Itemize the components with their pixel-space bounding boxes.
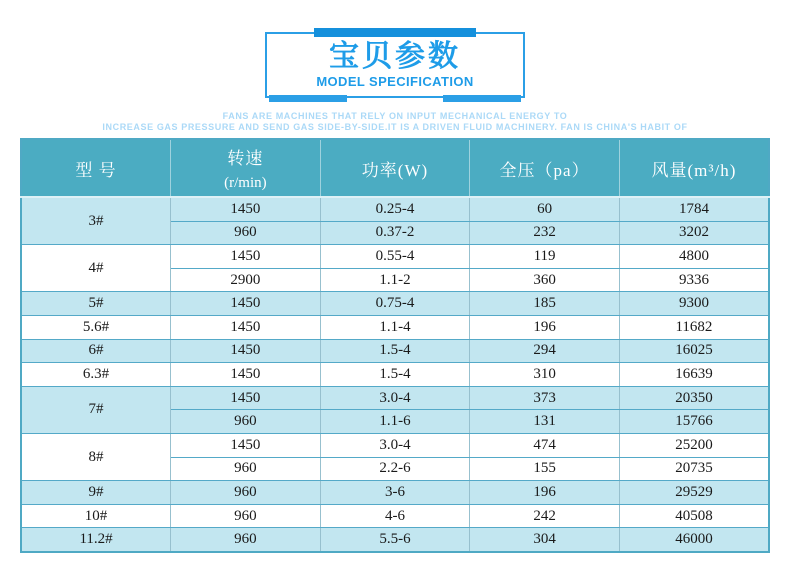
data-cell: 16639 xyxy=(619,363,769,387)
data-cell: 1.1-4 xyxy=(320,315,470,339)
data-cell: 9336 xyxy=(619,268,769,292)
data-cell: 196 xyxy=(470,315,620,339)
data-cell: 373 xyxy=(470,386,620,410)
data-cell: 232 xyxy=(470,221,620,245)
page-title: 宝贝参数 xyxy=(329,40,461,73)
data-cell: 1450 xyxy=(171,197,321,221)
data-cell: 960 xyxy=(171,528,321,552)
title-box-bottom-right-accent xyxy=(443,95,521,102)
data-cell: 11682 xyxy=(619,315,769,339)
slogan-line-1: FANS ARE MACHINES THAT RELY ON INPUT MECHANICAL ENERGY TO xyxy=(222,111,568,121)
data-cell: 1.5-4 xyxy=(320,363,470,387)
data-cell: 1450 xyxy=(171,363,321,387)
data-cell: 40508 xyxy=(619,504,769,528)
data-cell: 5.5-6 xyxy=(320,528,470,552)
table-row xyxy=(21,339,769,363)
data-cell: 1784 xyxy=(619,197,769,221)
data-cell: 2.2-6 xyxy=(320,457,470,481)
model-cell: 5# xyxy=(21,292,171,316)
data-cell: 0.55-4 xyxy=(320,245,470,269)
data-cell: 60 xyxy=(470,197,620,221)
data-cell: 155 xyxy=(470,457,620,481)
data-cell: 1450 xyxy=(171,386,321,410)
model-cell: 9# xyxy=(21,481,171,505)
title-box-top-accent xyxy=(314,28,476,37)
data-cell: 185 xyxy=(470,292,620,316)
header-airflow: 风量(m³/h) xyxy=(619,139,769,197)
title-box xyxy=(265,32,525,98)
table-row xyxy=(21,481,769,505)
table-row xyxy=(21,245,769,269)
data-cell: 960 xyxy=(171,504,321,528)
data-cell: 196 xyxy=(470,481,620,505)
data-cell: 960 xyxy=(171,481,321,505)
model-cell: 7# xyxy=(21,386,171,433)
table-row xyxy=(21,504,769,528)
slogan-line-2: INCREASE GAS PRESSURE AND SEND GAS SIDE-BY-SIDE.IT IS A DRIVEN FLUID MACHINERY. FAN IS CHINA'S HABIT OF xyxy=(102,122,688,132)
model-cell: 6.3# xyxy=(21,363,171,387)
table-row xyxy=(21,197,769,221)
header-power: 功率(W) xyxy=(320,139,470,197)
data-cell: 3.0-4 xyxy=(320,433,470,457)
title-box-bottom-left-accent xyxy=(269,95,347,102)
data-cell: 3202 xyxy=(619,221,769,245)
table-row xyxy=(21,386,769,410)
model-cell: 10# xyxy=(21,504,171,528)
data-cell: 960 xyxy=(171,221,321,245)
spec-table xyxy=(20,138,770,553)
data-cell: 119 xyxy=(470,245,620,269)
data-cell: 4800 xyxy=(619,245,769,269)
header-row xyxy=(21,139,769,197)
model-cell: 8# xyxy=(21,433,171,480)
data-cell: 1.1-2 xyxy=(320,268,470,292)
data-cell: 3-6 xyxy=(320,481,470,505)
data-cell: 1.1-6 xyxy=(320,410,470,434)
data-cell: 29529 xyxy=(619,481,769,505)
data-cell: 2900 xyxy=(171,268,321,292)
data-cell: 0.37-2 xyxy=(320,221,470,245)
model-cell: 5.6# xyxy=(21,315,171,339)
data-cell: 16025 xyxy=(619,339,769,363)
data-cell: 360 xyxy=(470,268,620,292)
data-cell: 3.0-4 xyxy=(320,386,470,410)
header-model: 型 号 xyxy=(21,139,171,197)
data-cell: 474 xyxy=(470,433,620,457)
data-cell: 294 xyxy=(470,339,620,363)
header-pressure: 全压（pa） xyxy=(470,139,620,197)
data-cell: 310 xyxy=(470,363,620,387)
data-cell: 960 xyxy=(171,410,321,434)
data-cell: 1450 xyxy=(171,292,321,316)
table-row xyxy=(21,528,769,552)
data-cell: 1450 xyxy=(171,339,321,363)
table-row xyxy=(21,433,769,457)
data-cell: 1.5-4 xyxy=(320,339,470,363)
model-cell: 6# xyxy=(21,339,171,363)
data-cell: 1450 xyxy=(171,433,321,457)
data-cell: 304 xyxy=(470,528,620,552)
data-cell: 1450 xyxy=(171,245,321,269)
data-cell: 0.75-4 xyxy=(320,292,470,316)
model-cell: 11.2# xyxy=(21,528,171,552)
data-cell: 960 xyxy=(171,457,321,481)
data-cell: 1450 xyxy=(171,315,321,339)
data-cell: 131 xyxy=(470,410,620,434)
data-cell: 4-6 xyxy=(320,504,470,528)
data-cell: 25200 xyxy=(619,433,769,457)
data-cell: 0.25-4 xyxy=(320,197,470,221)
data-cell: 9300 xyxy=(619,292,769,316)
table-row xyxy=(21,315,769,339)
data-cell: 46000 xyxy=(619,528,769,552)
data-cell: 242 xyxy=(470,504,620,528)
page-subtitle: MODEL SPECIFICATION xyxy=(316,74,474,89)
header-speed: 转速 (r/min) xyxy=(171,139,321,197)
data-cell: 15766 xyxy=(619,410,769,434)
table-row xyxy=(21,292,769,316)
model-cell: 4# xyxy=(21,245,171,292)
table-row xyxy=(21,363,769,387)
data-cell: 20735 xyxy=(619,457,769,481)
data-cell: 20350 xyxy=(619,386,769,410)
model-cell: 3# xyxy=(21,197,171,245)
slogan-text xyxy=(0,111,790,133)
